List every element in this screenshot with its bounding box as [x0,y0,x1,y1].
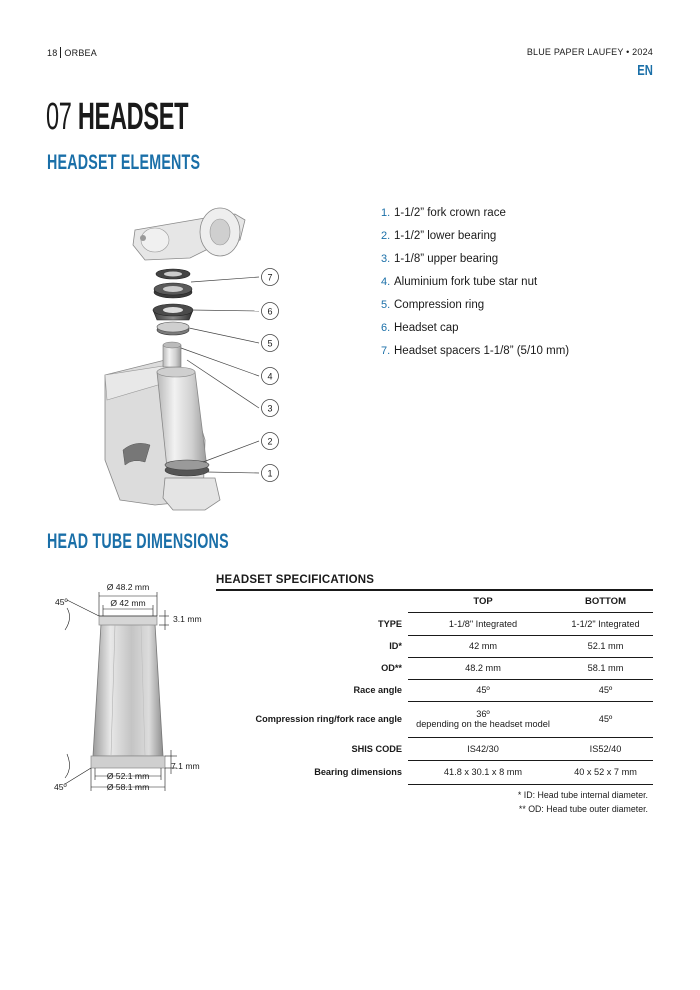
list-item [381,230,569,253]
brand-name: ORBEA [64,47,97,58]
cell-top: 1-1/8" Integrated [408,612,558,635]
row-label: ID* [389,641,402,651]
dim-top-inner: Ø 42 mm [110,598,146,608]
dim-top-angle: 45º [55,597,68,607]
item-number: 1. [381,207,391,219]
cell-bottom: 58.1 mm [558,657,653,679]
item-number: 7. [381,345,391,357]
headset-elements-list [381,207,569,368]
item-number: 3. [381,253,391,265]
language-label: EN [637,62,653,79]
page-header-left [47,47,97,58]
headset-specs-table [216,592,653,785]
page-number: 18 [47,47,58,58]
list-item [381,253,569,276]
table-row [216,635,653,657]
callout-number: 4 [267,371,273,382]
dim-top-depth: 3.1 mm [173,614,202,624]
table-row [216,679,653,701]
page-title [46,96,188,139]
row-label: Race angle [353,685,402,695]
list-item [381,345,569,368]
table-row [216,737,653,760]
column-header [216,592,408,612]
dim-bottom-inner: Ø 52.1 mm [106,771,150,781]
column-header: TOP [473,596,493,608]
headset-exploded-illustration [95,200,295,515]
table-row [216,612,653,635]
cell-top [408,701,558,737]
header-divider [60,47,61,58]
item-label: Headset spacers 1-1/8” (5/10 mm) [394,345,570,357]
callout-number: 6 [267,306,273,317]
list-item [381,322,569,345]
item-label: 1-1/2” lower bearing [394,230,497,242]
head-tube-body [93,624,163,756]
head-tube-dimensions-heading: HEAD TUBE DIMENSIONS [47,530,229,553]
item-label: Compression ring [394,299,485,311]
cell-bottom: 1-1/2" Integrated [558,612,653,635]
column-header: BOTTOM [585,596,626,608]
item-label: 1-1/2” fork crown race [394,207,506,219]
cell-bottom: 52.1 mm [558,635,653,657]
item-label: Aluminium fork tube star nut [394,276,538,288]
cell-top-value: 36º [476,709,490,719]
cell-bottom: IS52/40 [558,737,653,760]
cell-bottom: 45º [558,679,653,701]
specs-footnotes [518,789,648,816]
document-title: BLUE PAPER LAUFEY • 2024 [526,47,653,57]
headset-elements-heading: HEADSET ELEMENTS [47,151,201,174]
row-label: TYPE [378,618,402,629]
footnote: * ID: Head tube internal diameter. [517,790,648,800]
table-row [216,701,653,737]
list-item [381,276,569,299]
callout-number: 1 [267,468,273,479]
dim-bottom-angle: 45º [54,782,67,792]
dim-top-outer: Ø 48.2 mm [106,582,150,592]
footnote: ** OD: Head tube outer diameter. [518,803,648,814]
list-item [381,207,569,230]
item-number: 2. [381,230,391,242]
row-label: SHIS CODE [351,743,402,754]
cell-top: IS42/30 [408,737,558,760]
callout-number: 5 [267,338,273,349]
callout-number: 3 [267,403,273,414]
callout-number: 7 [267,272,273,283]
table-header-row [216,592,653,612]
row-label: OD** [381,663,402,673]
cell-top: 48.2 mm [408,657,558,679]
cell-bottom: 45º [558,701,653,737]
dim-bottom-outer: Ø 58.1 mm [106,782,150,792]
item-number: 4. [381,276,391,288]
cell-top: 45º [408,679,558,701]
section-title: HEADSET [77,96,189,138]
item-label: 1-1/8” upper bearing [394,253,499,265]
section-number: 07 [46,96,72,138]
callout-number: 2 [267,436,273,447]
row-label: Compression ring/fork race angle [255,714,402,724]
table-row [216,760,653,784]
cell-top-note: depending on the headset model [416,719,550,729]
list-item [381,299,569,322]
dim-bottom-depth: 7.1 mm [171,761,200,771]
cell-top: 42 mm [408,635,558,657]
cell-top: 41.8 x 30.1 x 8 mm [408,760,558,784]
item-number: 5. [381,299,391,311]
cell-bottom: 40 x 52 x 7 mm [558,760,653,784]
table-row [216,657,653,679]
row-label: Bearing dimensions [314,767,402,777]
specs-title: HEADSET SPECIFICATIONS [216,574,375,586]
specs-title-rule [216,589,653,591]
head-tube-dimension-drawing [45,578,215,800]
item-number: 6. [381,322,391,334]
item-label: Headset cap [394,322,459,334]
